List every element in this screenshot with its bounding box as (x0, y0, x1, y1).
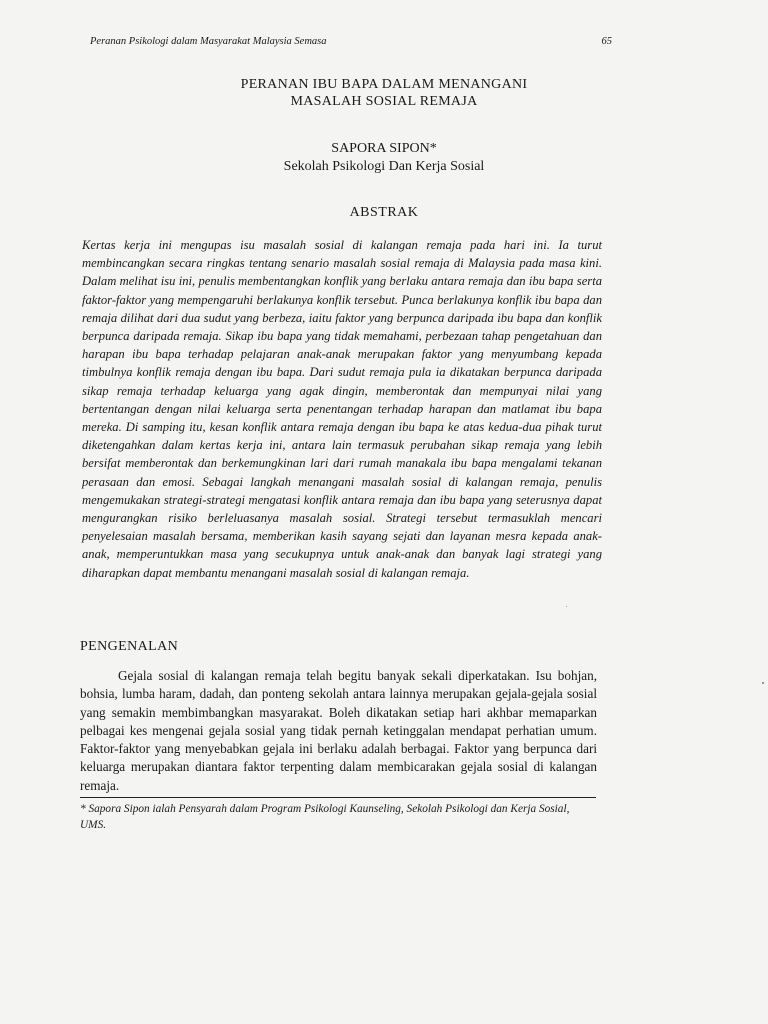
paper-title (0, 76, 768, 110)
intro-paragraph: Gejala sosial di kalangan remaja telah begitu banyak sekali diperkatakan. Isu bohjan, bohsia, lumba haram, dadah, dan ponteng sekolah antara lainnya merupakan gejala-gejala sosial yang semakin membimbangkan masyarakat. Boleh dikatakan setiap hari akhbar memaparkan pelbagai kes mengenai gejala sosial yang tidak pernah ketinggalan mendapat perhatian umum. Faktor-faktor yang menyebabkan gejala ini berlaku adalah berbagai. Faktor yang berpunca dari keluarga merupakan diantara faktor terpenting dalam membicarakan gejala sosial di kalangan remaja. (80, 668, 597, 793)
footnote: * Sapora Sipon ialah Pensyarah dalam Program Psikologi Kaunseling, Sekolah Psikologi dan Kerja Sosial, UMS. (80, 803, 570, 831)
abstract-text: Kertas kerja ini mengupas isu masalah sosial di kalangan remaja pada hari ini. Ia turut membincangkan secara ringkas tentang senario masalah sosial remaja di Malaysia pada masa kini. Dalam melihat isu ini, penulis membentangkan konflik yang berlaku antara remaja dan ibu bapa serta faktor-faktor yang mempengaruhi berlakunya konflik tersebut. Punca berlakunya konflik ibu bapa dan remaja dilihat dari dua sudut yang berbeza, iaitu faktor yang berpunca daripada ibu bapa dan konflik berpunca daripada remaja. Sikap ibu bapa yang tidak memahami, perbezaan tahap pengetahuan dan harapan ibu bapa terhadap pelajaran anak-anak merupakan faktor yang menyumbang kepada timbulnya konflik remaja dengan ibu bapa. Dari sudut remaja pula ia dikatakan berpunca daripada sikap remaja terhadap keluarga yang agak dingin, memberontak dan mempunyai nilai yang bertentangan dengan nilai keluarga serta penentangan terhadap harapan dan matlamat ibu bapa mereka. Di samping itu, kesan konflik antara remaja dengan ibu bapa ke atas kedua-dua pihak turut diketengahkan dalam kertas kerja ini, antara lain termasuk perubahan sikap remaja yang lebih bersifat memberontak dan berkemungkinan lari dari rumah manakala ibu bapa mengalami tekanan perasaan dan emosi. Sebagai langkah menangani masalah sosial di kalangan remaja, penulis mengemukakan strategi-strategi mengatasi konflik antara remaja dan ibu bapa yang seterusnya dapat mengurangkan risiko berleluasanya masalah sosial. Strategi tersebut termasuklah mencari penyelesaian masalah bersama, memberikan kasih sayang sejati dan layanan mesra kepada anak-anak, memperuntukkan masa yang secukupnya untuk anak-anak dan banyak lagi strategi yang diharapkan dapat membantu menangani masalah sosial di kalangan remaja. (82, 238, 602, 580)
running-title: Peranan Psikologi dalam Masyarakat Malaysia Semasa (90, 36, 327, 47)
section-heading: PENGENALAN (80, 639, 179, 654)
footnote-divider (80, 797, 596, 798)
scan-speck (566, 606, 567, 607)
title-line-2: MASALAH SOSIAL REMAJA (290, 94, 478, 109)
running-head (90, 36, 612, 47)
abstract-heading: ABSTRAK (349, 205, 419, 220)
title-line-1: PERANAN IBU BAPA DALAM MENANGANI (240, 77, 528, 92)
author-block (0, 140, 768, 176)
author-name: SAPORA SIPON* (331, 141, 437, 156)
scan-speck (762, 682, 764, 684)
page-number: 65 (601, 36, 612, 47)
author-affiliation: Sekolah Psikologi Dan Kerja Sosial (283, 159, 485, 174)
